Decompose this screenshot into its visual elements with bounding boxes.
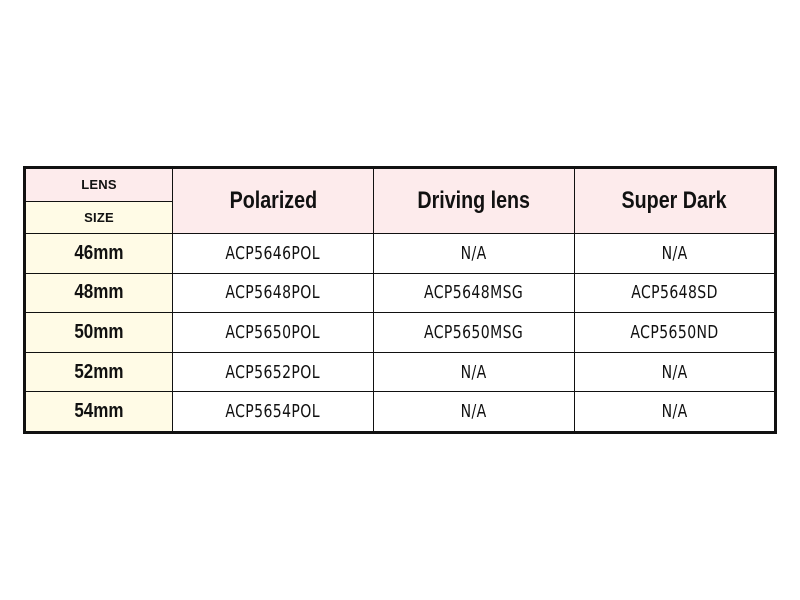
column-header-label: Driving lens: [417, 186, 531, 214]
cell-text: ACP5646POL: [225, 242, 321, 264]
table-cell: [575, 313, 776, 353]
cell-text: N/A: [460, 401, 488, 423]
cell-text: ACP5648POL: [225, 282, 321, 304]
table-cell: [374, 273, 575, 313]
cell-text: N/A: [661, 401, 688, 423]
table-cell: [575, 273, 776, 313]
cell-text: N/A: [460, 242, 488, 264]
cell-text: ACP5650MSG: [424, 321, 524, 343]
column-header-polarized: [173, 168, 374, 234]
table-row: [25, 273, 776, 313]
table-cell: [575, 233, 776, 273]
row-size-label: [25, 313, 173, 353]
table-cell: [575, 352, 776, 392]
size-text: 46mm: [74, 241, 124, 264]
cell-text: N/A: [661, 361, 688, 383]
row-size-label: [25, 273, 173, 313]
size-text: 52mm: [74, 360, 124, 383]
table-row: [25, 392, 776, 433]
cell-text: N/A: [661, 242, 688, 264]
size-text: 48mm: [74, 281, 124, 304]
row-size-label: [25, 352, 173, 392]
column-header-driving-lens: [374, 168, 575, 234]
cell-text: ACP5650ND: [630, 321, 719, 343]
table-cell: [374, 352, 575, 392]
table-cell: [575, 392, 776, 433]
table-row: [25, 352, 776, 392]
column-header-label: Polarized: [229, 186, 317, 214]
cell-text: ACP5654POL: [225, 401, 321, 423]
cell-text: N/A: [460, 361, 488, 383]
lens-compatibility-table: [23, 166, 777, 434]
table-row: [25, 313, 776, 353]
size-text: 54mm: [74, 400, 124, 423]
table-cell: [173, 392, 374, 433]
header-row-top: [25, 168, 776, 202]
cell-text: ACP5650POL: [225, 321, 321, 343]
table-cell: [374, 392, 575, 433]
cell-text: ACP5648MSG: [424, 282, 524, 304]
table-cell: [374, 313, 575, 353]
cell-text: ACP5652POL: [225, 361, 321, 383]
table-row: [25, 233, 776, 273]
table-cell: [173, 313, 374, 353]
row-size-label: [25, 233, 173, 273]
size-text: 50mm: [74, 320, 124, 343]
table-cell: [173, 273, 374, 313]
column-header-super-dark: [575, 168, 776, 234]
table-cell: [173, 233, 374, 273]
row-size-label: [25, 392, 173, 433]
corner-size-label: SIZE: [25, 201, 173, 233]
corner-lens-label: LENS: [25, 168, 173, 202]
table-cell: [173, 352, 374, 392]
table-cell: [374, 233, 575, 273]
cell-text: ACP5648SD: [631, 282, 718, 304]
column-header-label: Super Dark: [621, 186, 728, 214]
